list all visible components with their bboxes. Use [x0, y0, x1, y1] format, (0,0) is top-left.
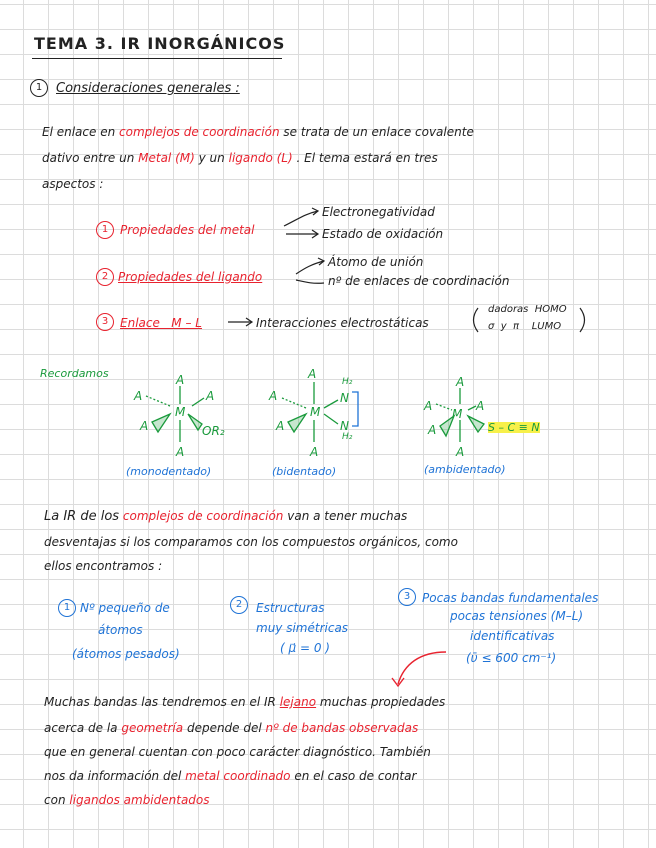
- title-underline: [32, 58, 282, 59]
- bond-dashed: [146, 396, 170, 406]
- point-number: 3: [398, 588, 416, 606]
- atom-top: A: [456, 375, 465, 389]
- page-title: TEMA 3. IR INORGÁNICOS: [34, 34, 286, 53]
- para3-line-4: [44, 770, 416, 782]
- recordamos-label: Recordamos: [40, 367, 109, 380]
- para2-line-3: ellos encontramos :: [44, 559, 163, 573]
- arrow-head-icon: [246, 318, 252, 326]
- diagram-caption: (bidentado): [272, 465, 337, 478]
- para-text: La IR de los: [44, 509, 120, 524]
- arrow-head-icon: [318, 258, 324, 265]
- para3-line-1: [44, 696, 445, 708]
- atom-n: N: [340, 391, 349, 405]
- para-text: acerca de la: [44, 721, 118, 735]
- point-text: Pocas bandas fundamentales: [422, 591, 599, 605]
- point-number: 2: [230, 596, 248, 614]
- point-text: muy simétricas: [256, 621, 349, 635]
- aspect-label: Enlace M – L: [120, 316, 202, 330]
- para-text: nos da información del: [44, 769, 182, 783]
- para-text: muchas propiedades: [319, 695, 446, 709]
- metal-center: M: [452, 407, 463, 421]
- para3-line-5: [44, 794, 210, 806]
- point-text: ( μ⃗ = 0 ): [280, 641, 330, 655]
- arrow-head-icon: [312, 208, 318, 215]
- arrow-head-icon: [312, 230, 318, 238]
- para-term: nº de bandas observadas: [265, 721, 419, 735]
- intro-term: complejos de coordinación: [119, 125, 280, 139]
- aspect-number: 1: [96, 221, 114, 239]
- arrow-head-icon: [392, 678, 404, 686]
- atom-left: A: [269, 389, 278, 403]
- point-text: (átomos pesados): [72, 647, 180, 661]
- para2-line-2: desventajas si los comparamos con los compuestos orgánicos, como: [44, 535, 458, 549]
- para-text: Muchas bandas las tendremos en el IR: [44, 695, 276, 709]
- atom-left: A: [140, 419, 149, 433]
- curved-arrow-icon: [398, 652, 446, 684]
- atom-bottom: A: [456, 445, 465, 459]
- para-term: geometría: [121, 721, 184, 735]
- section-number: 1: [30, 79, 48, 97]
- lejano-arrow: [392, 652, 446, 686]
- atom-right: A: [206, 389, 215, 403]
- diagram-caption: (ambidentado): [424, 463, 506, 476]
- paren-right-icon: [580, 308, 585, 332]
- bond-wedge: [288, 414, 306, 432]
- intro-text: dativo entre un: [42, 151, 135, 165]
- atom-left: A: [428, 423, 437, 437]
- intro-text: y un: [198, 151, 225, 165]
- bond-line: [468, 406, 476, 410]
- bond-dashed: [282, 398, 306, 408]
- atom-top: A: [176, 373, 185, 387]
- point-text: átomos: [98, 623, 143, 637]
- arrow-icon: [296, 280, 324, 283]
- aspect-item: Estado de oxidación: [322, 227, 444, 241]
- aspect-item: Interacciones electrostáticas: [256, 316, 429, 330]
- metal-center: M: [310, 405, 321, 419]
- intro-line-3: aspectos :: [42, 177, 104, 191]
- point-text: (ῡ ≤ 600 cm⁻¹): [466, 651, 557, 665]
- arrow-icon: [284, 211, 318, 226]
- atom-right: A: [476, 399, 485, 413]
- arrow-icon: [296, 261, 324, 274]
- metal-center: M: [175, 405, 186, 419]
- bond-line: [192, 398, 204, 406]
- aspect-number: 3: [96, 313, 114, 331]
- atom-left: A: [424, 399, 433, 413]
- point-text: pocas tensiones (M–L): [450, 609, 584, 623]
- diagram-caption: (monodentado): [126, 465, 212, 478]
- ligand-group: OR₂: [202, 424, 225, 438]
- atom-left: A: [134, 389, 143, 403]
- aspect-item: Átomo de unión: [328, 255, 424, 269]
- intro-line-1: [42, 126, 474, 138]
- bond-dashed: [436, 404, 452, 410]
- intro-term: Metal (M): [138, 151, 195, 165]
- atom-sub: H₂: [342, 432, 353, 442]
- bond-wedge: [468, 416, 484, 432]
- atom-n: N: [340, 419, 349, 433]
- bond-line: [324, 400, 338, 408]
- aspect-item: nº de enlaces de coordinación: [328, 274, 510, 288]
- point-text: Estructuras: [256, 601, 325, 615]
- atom-bottom: A: [176, 445, 185, 459]
- point-text: Nº pequeño de: [80, 601, 170, 615]
- para3-line-2: [44, 722, 418, 734]
- para-term: ligandos ambidentados: [69, 793, 210, 807]
- para-text: depende del: [186, 721, 262, 735]
- ligand-group: S – C ≡ N: [488, 421, 540, 434]
- aspect-number: 2: [96, 268, 114, 286]
- intro-line-2: [42, 152, 438, 164]
- chelate-bracket: [352, 392, 358, 426]
- intro-term: ligando (L): [228, 151, 293, 165]
- point-number: 1: [58, 599, 76, 617]
- atom-left: A: [276, 419, 285, 433]
- aspect-label: Propiedades del ligando: [118, 270, 263, 284]
- para-term: metal coordinado: [185, 769, 291, 783]
- bond-wedge: [152, 414, 170, 432]
- bond-wedge: [188, 414, 202, 430]
- atom-sub: H₂: [342, 377, 353, 387]
- intro-text: El enlace en: [42, 125, 116, 139]
- atom-bottom: A: [310, 445, 319, 459]
- para-text: en el caso de contar: [294, 769, 417, 783]
- para3-line-3: que en general cuentan con poco carácter diagnóstico. También: [44, 745, 431, 759]
- atom-top: A: [308, 367, 317, 381]
- para-term: complejos de coordinación: [122, 509, 284, 523]
- aspect-label: Propiedades del metal: [120, 223, 255, 237]
- intro-text: se trata de un enlace covalente: [283, 125, 474, 139]
- para-text: con: [44, 793, 66, 807]
- aspect-note: σ y π LUMO: [488, 321, 562, 332]
- para2-line-1: [44, 510, 407, 523]
- aspect-note: dadoras HOMO: [488, 304, 567, 315]
- bond-line: [324, 414, 338, 424]
- para-text: van a tener muchas: [287, 509, 408, 523]
- point-text: identificativas: [470, 629, 555, 643]
- para-term: lejano: [279, 695, 317, 709]
- aspect-item: Electronegatividad: [322, 205, 435, 219]
- intro-text: . El tema estará en tres: [296, 151, 438, 165]
- paren-left-icon: [474, 308, 479, 332]
- section-heading: Consideraciones generales :: [56, 81, 240, 96]
